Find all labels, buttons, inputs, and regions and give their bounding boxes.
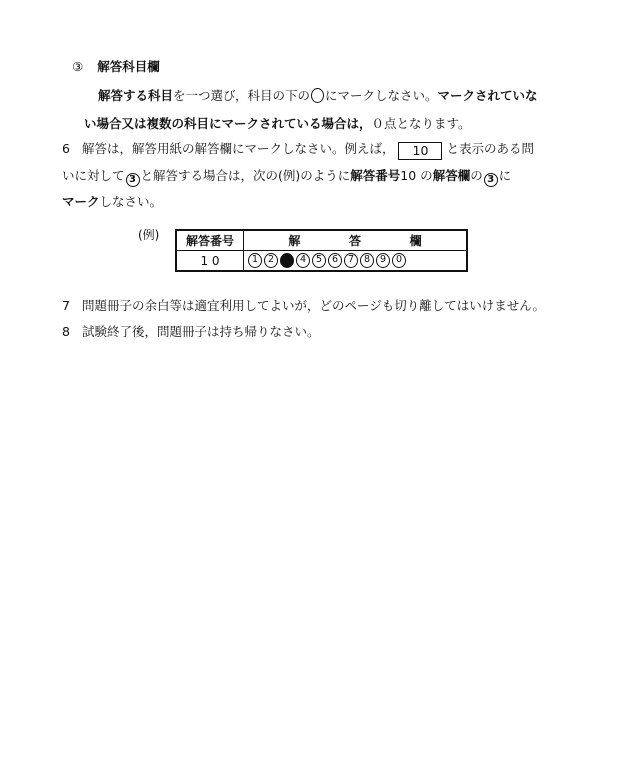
item6-line3 xyxy=(62,193,162,211)
section3-line2 xyxy=(84,115,471,133)
header-number: 解答番号 xyxy=(185,234,234,248)
text-segment: しなさい。 xyxy=(99,194,163,209)
item7-text: 問題冊子の余白等は適宜利用してよいが，どのページも切り離してはいけません。 xyxy=(81,298,545,313)
text-segment: ０点となります。 xyxy=(371,116,471,131)
bold-phrase: 解答欄 xyxy=(432,168,471,183)
empty-bubble-icon xyxy=(311,88,324,103)
header-answer-char: 解 xyxy=(288,234,301,248)
item-number: 7 xyxy=(62,298,70,313)
text-segment: 解答は，解答用紙の解答欄にマークしなさい。例えば， xyxy=(81,141,395,156)
sheet-answer-row xyxy=(176,251,467,272)
answer-bubble: 6 xyxy=(328,253,342,268)
bold-phrase: マーク xyxy=(62,194,100,209)
answer-bubble: 0 xyxy=(392,253,406,268)
item-number: 6 xyxy=(62,141,70,156)
header-answer-char: 答 xyxy=(348,234,361,248)
question-number-box: 10 xyxy=(398,142,442,160)
answer-bubble: 3 xyxy=(280,253,294,268)
circled-three-icon: 3 xyxy=(126,173,140,187)
bold-phrase: 解答番号 xyxy=(350,168,401,183)
answer-bubble: 4 xyxy=(296,253,310,268)
item8-text: 試験終了後，問題冊子は持ち帰りなさい。 xyxy=(81,324,320,339)
example-answer-sheet xyxy=(175,229,468,272)
section3-heading: 解答科目欄 xyxy=(97,59,160,74)
bubble-row xyxy=(244,253,466,268)
example-label: (例) xyxy=(138,228,160,242)
section3-marker: ③ xyxy=(72,59,84,74)
sheet-header-row xyxy=(176,230,467,251)
circled-three-icon: 3 xyxy=(484,173,498,187)
item6-line2 xyxy=(62,167,511,187)
text-segment: いに対して xyxy=(62,168,125,183)
text-segment: 10 の xyxy=(400,168,433,183)
text-segment: を一つ選び，科目の下の xyxy=(173,88,311,103)
item7-line xyxy=(62,297,545,315)
row-number: 1 0 xyxy=(176,251,244,272)
section3-heading-line xyxy=(72,58,160,76)
item6-line1 xyxy=(62,140,534,160)
text-segment: にマークしなさい。 xyxy=(325,88,438,103)
answer-bubble: 8 xyxy=(360,253,374,268)
item-number: 8 xyxy=(62,324,70,339)
header-answer-char: 欄 xyxy=(409,234,422,248)
answer-bubble: 5 xyxy=(312,253,326,268)
item8-line xyxy=(62,323,319,341)
answer-bubble: 2 xyxy=(264,253,278,268)
text-segment: と解答する場合は，次の(例)のように xyxy=(140,168,351,183)
text-segment: と表示のある問 xyxy=(446,141,534,156)
bold-phrase: マークされていな xyxy=(437,88,538,103)
bold-phrase: い場合又は複数の科目にマークされている場合は， xyxy=(84,116,372,131)
bold-phrase: 解答する科目 xyxy=(98,88,174,103)
text-segment: に xyxy=(498,168,512,183)
section3-line1 xyxy=(98,87,538,105)
answer-bubble: 9 xyxy=(376,253,390,268)
answer-bubble: 7 xyxy=(344,253,358,268)
answer-bubble: 1 xyxy=(248,253,262,268)
text-segment: の xyxy=(470,168,483,183)
